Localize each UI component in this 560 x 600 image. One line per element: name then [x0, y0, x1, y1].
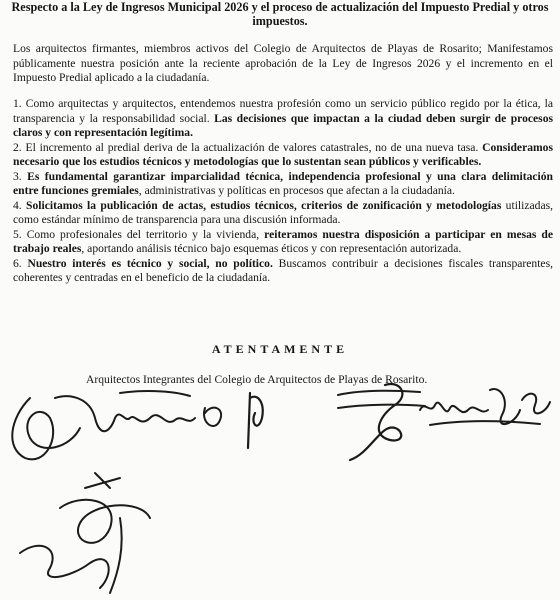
point-5 [13, 228, 553, 257]
point-number: 1. [13, 97, 22, 110]
point-text-end: , aportando análisis técnico bajo esquemas éticos y con representación autorizada. [81, 242, 462, 255]
point-number: 3. [13, 169, 22, 183]
signature-1 [0, 378, 300, 600]
point-number: 4. [13, 198, 22, 212]
point-bold-text: Nuestro interés es técnico y social, no político. [27, 256, 273, 270]
closing-salutation: ATENTAMENTE [211, 342, 349, 356]
point-bold-text: Solicitamos la publicación de actas, estudios técnicos, criterios de zonificación y metodologías [26, 198, 502, 212]
points-list [13, 97, 553, 286]
point-text: Como arquitectas y arquitectos, entendemos nuestra profesión como un servicio público regido por la ética, la transparencia y la responsabilidad social. [13, 97, 553, 125]
point-number: 2. [13, 140, 22, 154]
point-1 [13, 97, 553, 141]
point-number: 5. [13, 227, 22, 241]
point-text-end: utilizadas, como estándar mínimo de transparencia para una discusión informada. [13, 198, 554, 226]
point-bold-text: Es fundamental garantizar imparcialidad técnica, independencia profesional y una clara delimitación entre funciones gremiales [13, 169, 553, 197]
document-title: Respecto a la Ley de Ingresos Municipal 2026 y el proceso de actualización del Impuesto Predial y otros impuestos. [11, 0, 549, 28]
signers-line: Arquitectos Integrantes del Colegio de Arquitectos de Playas de Rosarito. [86, 373, 428, 386]
point-text: El incremento al predial deriva de la actualización de valores catastrales, no de una nueva tasa. [25, 140, 479, 154]
point-text-end: Buscamos contribuir a decisiones fiscales transparentes, coherentes y centradas en el beneficio de la ciudadanía. [13, 256, 553, 284]
point-6 [13, 257, 553, 286]
point-2 [13, 141, 553, 170]
point-4 [13, 199, 553, 228]
point-text-end: , administrativas y políticas en procesos que afectan a la ciudadanía. [138, 184, 455, 197]
point-number: 6. [13, 256, 22, 270]
point-bold-text: Las decisiones que impactan a la ciudad deben surgir de procesos claros y con representación legítima. [13, 111, 554, 139]
point-3 [13, 170, 553, 199]
point-bold-text: Consideramos necesario que los estudios técnicos y metodologías que lo sustentan sean públicos y verificables. [13, 140, 553, 168]
signature-2 [330, 380, 555, 470]
point-text: Como profesionales del territorio y la vivienda, [26, 227, 260, 241]
intro-paragraph: Los arquitectos firmantes, miembros activos del Colegio de Arquitectos de Playas de Rosarito; Manifestamos públicamente nuestra posición ante la reciente aprobación de la Ley de Ingresos 2026 y el incremento en el Impuesto Predial aplicado a la ciudadanía. [13, 42, 553, 84]
point-bold-text: reiteramos nuestra disposición a participar en mesas de trabajo reales [13, 227, 554, 255]
